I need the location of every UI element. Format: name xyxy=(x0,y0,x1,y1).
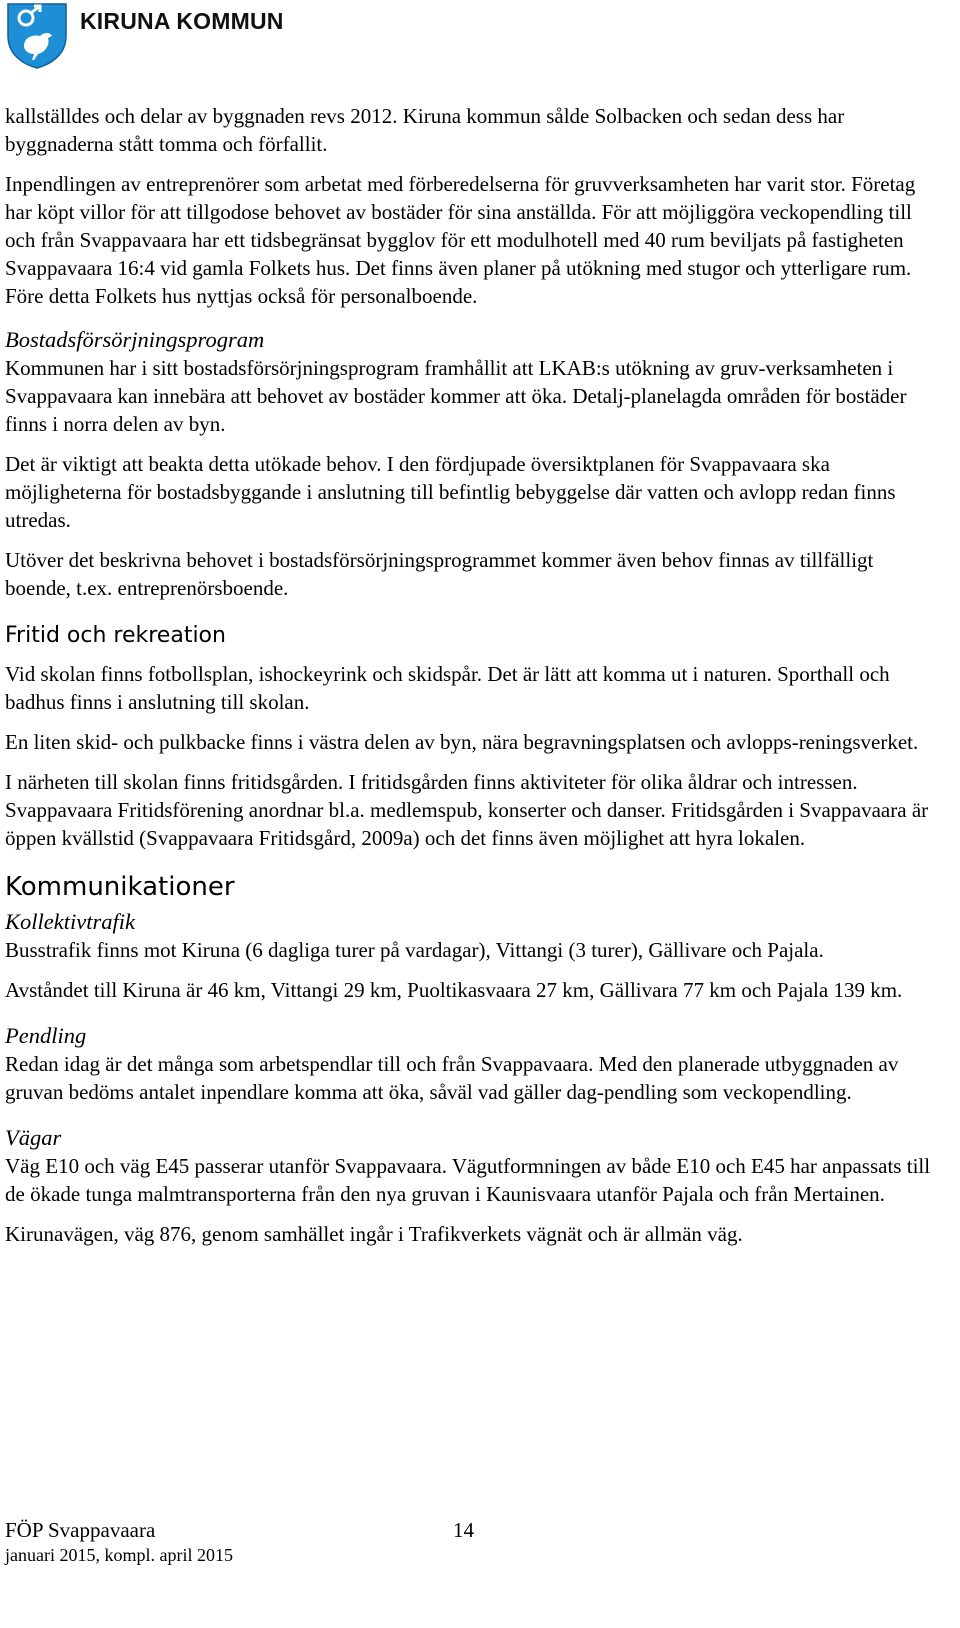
heading-kommunikationer: Kommunikationer xyxy=(5,872,235,902)
paragraph: Redan idag är det många som arbetspendlar till och från Svappavaara. Med den planerade utbyggnaden av gruvan bedöms antalet inpendlare komma att öka, såväl vad gäller dag-pendling som veckopendling. xyxy=(5,1052,899,1104)
subheading-bostadsforsorjningsprogram: Bostadsförsörjningsprogram xyxy=(5,327,265,352)
subheading-pendling: Pendling xyxy=(5,1023,87,1048)
paragraph: Avståndet till Kiruna är 46 km, Vittangi 29 km, Puoltikasvaara 27 km, Gällivara 77 km och Pajala 139 km. xyxy=(5,978,903,1002)
subheading-kollektivtrafik: Kollektivtrafik xyxy=(5,909,135,934)
paragraph: I närheten till skolan finns fritidsgården. I fritidsgården finns aktiviteter för olika åldrar och intressen. Svappavaara Fritidsförening anordnar bl.a. medlemspub, konserter och danser. Fritidsgården i Svappavaara är öppen kvällstid (Svappavaara Fritidsgård, 2009a) och det finns även möjlighet att hyra lokalen. xyxy=(5,770,929,850)
header-logo xyxy=(6,2,286,72)
logo-text: KIRUNA KOMMUN xyxy=(80,8,284,34)
paragraph: Väg E10 och väg E45 passerar utanför Svappavaara. Vägutformningen av både E10 och E45 har anpassats till de ökade tunga malmtransporterna från den nya gruvan i Kaunisvaara utanför Pajala och från Mertainen. xyxy=(5,1154,931,1206)
paragraph: Inpendlingen av entreprenörer som arbetat med förberedelserna för gruvverksamheten har varit stor. Företag har köpt villor för att tillgodose behovet av bostäder för sina anställda. För att möjliggöra veckopendling till och från Svappavaara har ett tidsbegränsat bygglov för ett modulhotell med 40 rum beviljats på fastigheten Svappavaara 16:4 vid gamla Folkets hus. Det finns även planer på utökning med stugor och ytterligare rum. Före detta Folkets hus nyttjas också för personalboende. xyxy=(5,172,916,308)
heading-fritid-och-rekreation: Fritid och rekreation xyxy=(5,623,226,648)
paragraph: Kommunen har i sitt bostadsförsörjningsprogram framhållit att LKAB:s utökning av gruv-verksamheten i Svappavaara kan innebära att behovet av bostäder kommer att öka. Detalj-planelagda områden för bostäder finns i norra delen av byn. xyxy=(5,356,907,436)
paragraph: Utöver det beskrivna behovet i bostadsförsörjningsprogrammet kommer även behov finnas av tillfälligt boende, t.ex. entreprenörsboende. xyxy=(5,548,874,600)
paragraph: Det är viktigt att beakta detta utökade behov. I den fördjupade översiktplanen för Svappavaara ska möjligheterna för bostadsbyggande i anslutning till befintlig bebyggelse där vatten och avlopp redan finns utredas. xyxy=(5,452,896,532)
paragraph: Kirunavägen, väg 876, genom samhället ingår i Trafikverkets vägnät och är allmän väg. xyxy=(5,1222,743,1246)
page-number: 14 xyxy=(453,1518,474,1542)
coat-of-arms-icon xyxy=(6,2,68,70)
paragraph: En liten skid- och pulkbacke finns i västra delen av byn, nära begravningsplatsen och avlopps-reningsverket. xyxy=(5,730,919,754)
paragraph: kallställdes och delar av byggnaden revs 2012. Kiruna kommun sålde Solbacken och sedan dess har byggnaderna stått tomma och förfallit. xyxy=(5,104,845,156)
footer-title: FÖP Svappavaara xyxy=(5,1518,156,1542)
paragraph: Vid skolan finns fotbollsplan, ishockeyrink och skidspår. Det är lätt att komma ut i naturen. Sporthall och badhus finns i anslutning till skolan. xyxy=(5,662,890,714)
footer-date: januari 2015, kompl. april 2015 xyxy=(5,1545,233,1565)
subheading-vagar: Vägar xyxy=(5,1125,62,1150)
document-body xyxy=(5,102,935,1260)
paragraph: Busstrafik finns mot Kiruna (6 dagliga turer på vardagar), Vittangi (3 turer), Gällivare och Pajala. xyxy=(5,938,824,962)
